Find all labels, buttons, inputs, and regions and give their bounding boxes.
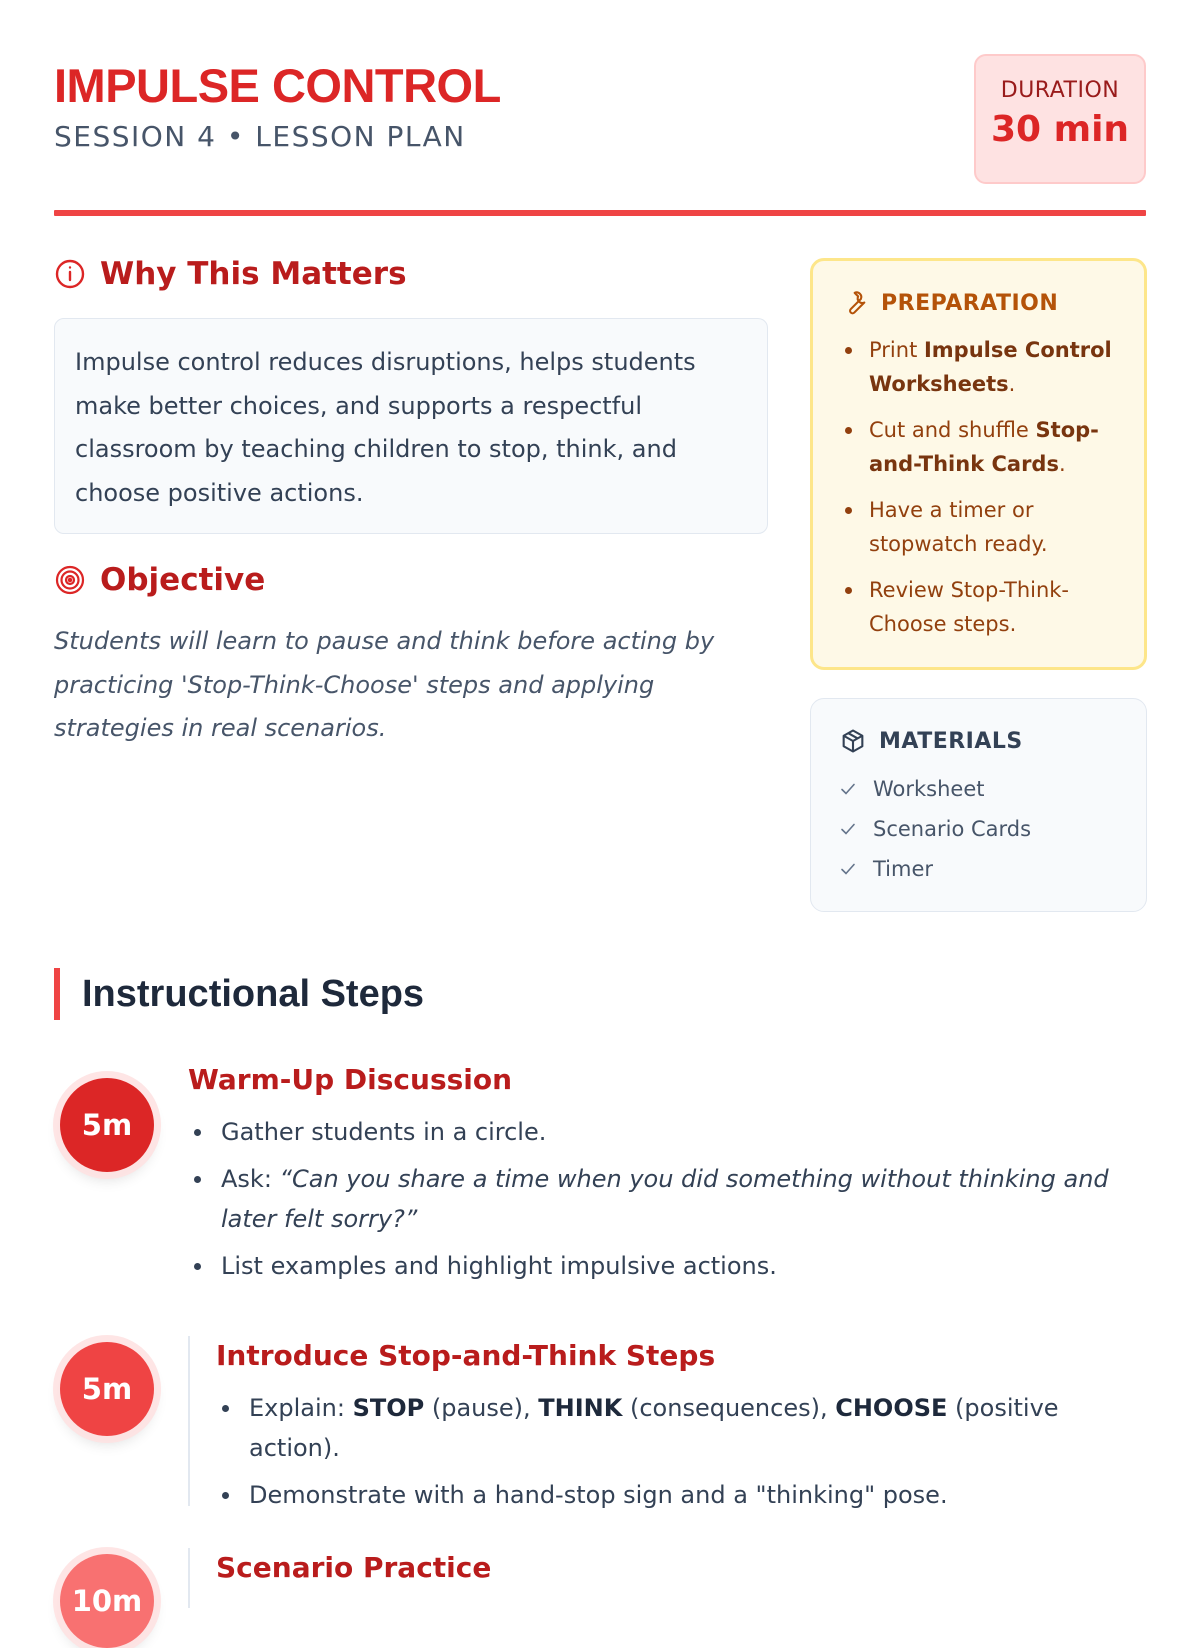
step-duration-badge: 5m: [60, 1078, 154, 1172]
header: [54, 54, 1146, 188]
target-icon: [54, 564, 86, 596]
check-icon: [839, 780, 857, 798]
objective-text: Students will learn to pause and think before acting by practicing 'Stop-Think-Choose' steps and applying strategies in real scenarios.: [54, 627, 715, 742]
check-icon: [839, 820, 857, 838]
step-duration-badge: 10m: [60, 1554, 154, 1648]
header-divider: [54, 210, 1146, 216]
preparation-item: Review Stop-Think-Choose steps.: [841, 573, 1122, 641]
preparation-heading-label: PREPARATION: [881, 290, 1059, 316]
box-icon: [839, 727, 867, 755]
why-heading-label: Why This Matters: [100, 256, 407, 292]
step-connector: [188, 1548, 190, 1608]
preparation-list: [841, 333, 1122, 641]
preparation-item: Have a timer or stopwatch ready.: [841, 493, 1122, 561]
step-body: [216, 1548, 1146, 1588]
objective-heading: [54, 562, 265, 598]
step-title: Introduce Stop-and-Think Steps: [216, 1339, 716, 1372]
page-subtitle: SESSION 4 • LESSON PLAN: [54, 120, 466, 153]
materials-heading-label: MATERIALS: [879, 728, 1023, 754]
preparation-item: Print Impulse Control Worksheets.: [841, 333, 1122, 401]
wrench-icon: [841, 289, 869, 317]
material-item: Scenario Cards: [839, 809, 1124, 849]
step-bullet: List examples and highlight impulsive actions.: [188, 1246, 1146, 1286]
step-bullets: [216, 1388, 1146, 1515]
preparation-card: [810, 258, 1147, 670]
step-bullets: [188, 1112, 1146, 1286]
material-item: Timer: [839, 849, 1124, 889]
step-title: Scenario Practice: [216, 1551, 492, 1584]
step-connector: [188, 1336, 190, 1506]
duration-badge: [974, 54, 1146, 184]
why-heading: [54, 256, 407, 292]
step-bullet: Gather students in a circle.: [188, 1112, 1146, 1152]
page-title: IMPULSE CONTROL: [54, 59, 501, 112]
material-item: Worksheet: [839, 769, 1124, 809]
step-body: [216, 1336, 1146, 1522]
step-body: [188, 1060, 1146, 1293]
steps-heading: Instructional Steps: [54, 968, 424, 1020]
step-bullet: Demonstrate with a hand-stop sign and a "thinking" pose.: [216, 1475, 1146, 1515]
why-text: Impulse control reduces disruptions, helps students make better choices, and supports a respectful classroom by teaching children to stop, think, and choose positive actions.: [54, 318, 768, 534]
step-title: Warm-Up Discussion: [188, 1063, 513, 1096]
materials-list: [839, 769, 1124, 889]
step-duration-badge: 5m: [60, 1342, 154, 1436]
duration-label: DURATION: [1000, 78, 1120, 103]
preparation-item: Cut and shuffle Stop-and-Think Cards.: [841, 413, 1122, 481]
check-icon: [839, 860, 857, 878]
step-bullet: Explain: STOP (pause), THINK (consequences), CHOOSE (positive action).: [216, 1388, 1146, 1468]
materials-heading: [839, 727, 1124, 755]
objective-heading-label: Objective: [100, 562, 266, 598]
materials-card: [810, 698, 1147, 912]
step-bullet: Ask: “Can you share a time when you did something without thinking and later felt sorry?”: [188, 1159, 1146, 1239]
info-icon: [54, 258, 86, 290]
preparation-heading: [841, 289, 1122, 317]
duration-value: 30 min: [990, 109, 1130, 150]
